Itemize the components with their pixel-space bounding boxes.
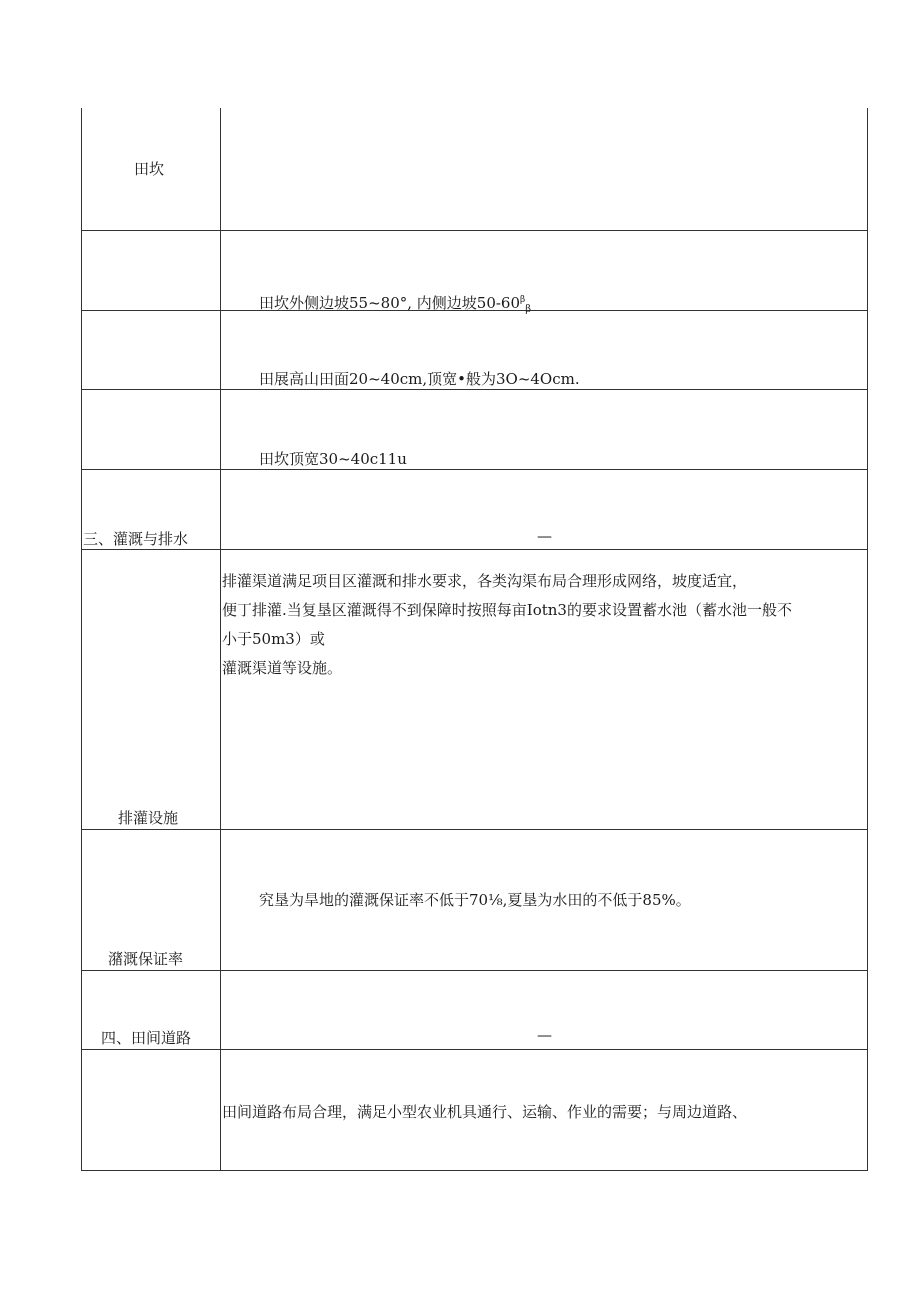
row-content-guarantee: 究垦为旱地的灌溉保证率不低于70⅛,夏垦为水田的不低于85%。 bbox=[259, 891, 691, 909]
drainage-line: 小于50m3）或 bbox=[222, 630, 325, 648]
section-dash: — bbox=[537, 1026, 552, 1044]
row-label-drainage: 排灌设施 bbox=[118, 809, 179, 827]
slope-sup: β bbox=[520, 295, 526, 305]
column-divider bbox=[220, 108, 221, 1171]
row-label-guarantee: 潴溉保证率 bbox=[108, 950, 184, 968]
drainage-line: 灌溉渠道等设施。 bbox=[222, 659, 343, 677]
drainage-line: 便丁排灌.当复垦区灌溉得不到保障时按照每亩Iotn3的要求设置蓄水池（蓄水池一般不 bbox=[222, 601, 792, 619]
section-dash: — bbox=[537, 527, 552, 545]
row-divider bbox=[81, 1049, 868, 1050]
table-bottom-border bbox=[81, 1170, 868, 1171]
row-content-slope bbox=[259, 290, 531, 320]
section-label-irrigation: 三、灌溉与排水 bbox=[83, 530, 189, 548]
row-content-drainage bbox=[222, 567, 792, 683]
drainage-line: 排灌渠道满足项目区灌溉和排水要求，各类沟渠布局合理形成网络，坡度适宜， bbox=[222, 572, 748, 590]
table-left-border bbox=[81, 108, 82, 1171]
row-content-top-width: 田坎顶宽30~40c11u bbox=[259, 450, 407, 468]
slope-sub: β bbox=[525, 304, 532, 315]
section-label-roads: 四、田间道路 bbox=[101, 1029, 192, 1047]
standards-table bbox=[81, 108, 868, 1171]
table-right-border bbox=[867, 108, 868, 1171]
row-label-field-ridge: 田坎 bbox=[134, 160, 165, 178]
slope-text: 田坎外侧边坡55~80°, 内侧边坡50-60 bbox=[259, 294, 521, 312]
row-divider bbox=[81, 970, 868, 971]
row-content-roads: 田间道路布局合理，满足小型农业机具通行、运输、作业的需要；与周边道路、 bbox=[222, 1103, 748, 1121]
row-divider bbox=[81, 549, 868, 550]
row-divider bbox=[81, 230, 868, 231]
row-divider bbox=[81, 389, 868, 390]
row-divider bbox=[81, 829, 868, 830]
row-content-height: 田展高山田面20~40cm,顶宽•般为3O~4Ocm. bbox=[259, 370, 580, 388]
row-divider bbox=[81, 469, 868, 470]
